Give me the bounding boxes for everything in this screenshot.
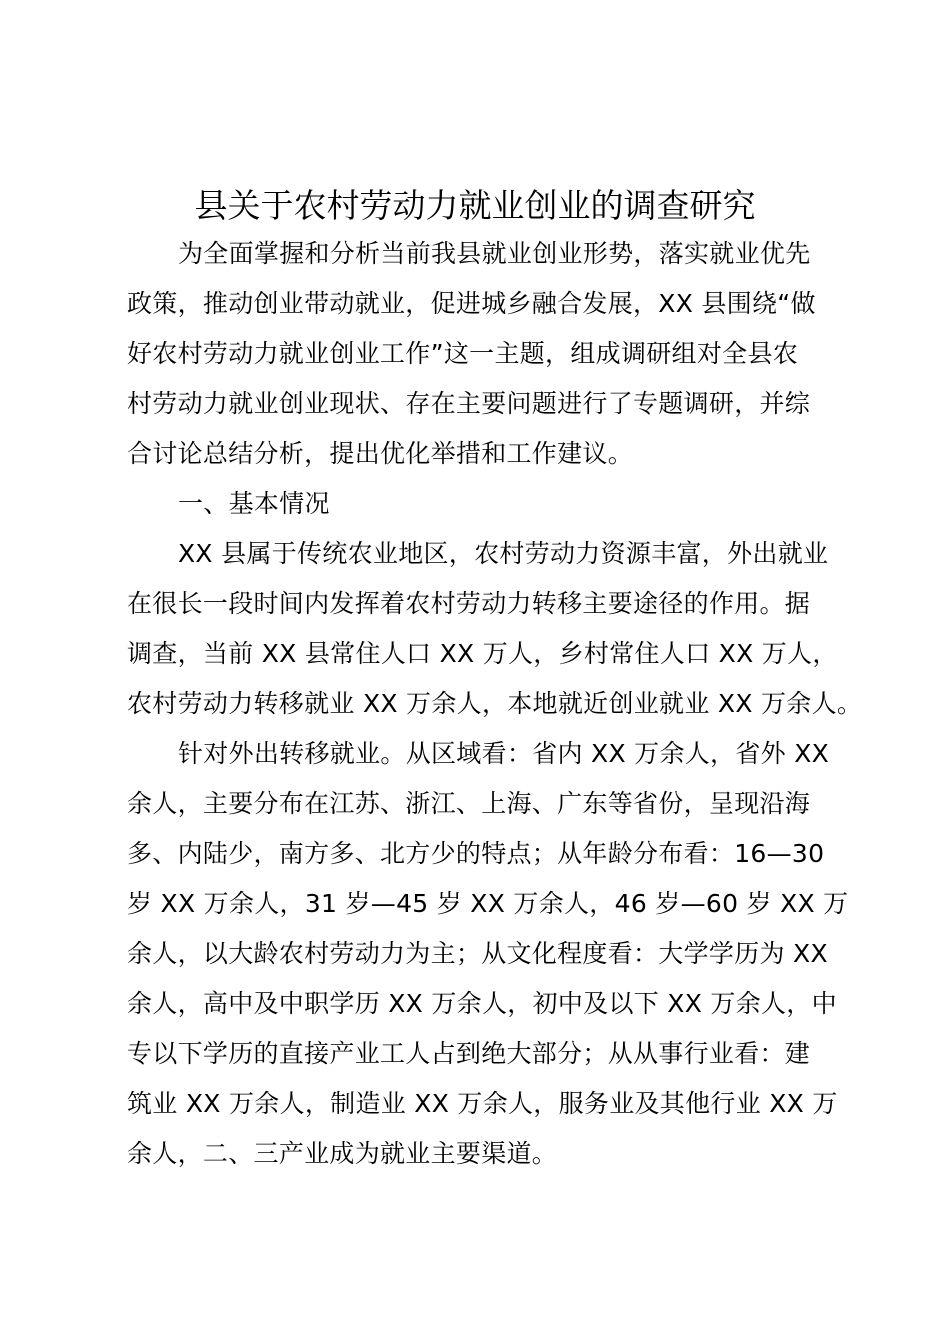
- paragraph-line: 在很长一段时间内发挥着农村劳动力转移主要途径的作用。据: [127, 589, 811, 618]
- paragraph-line: 为全面掌握和分析当前我县就业创业形势，落实就业优先: [178, 239, 811, 268]
- paragraph-line: 政策，推动创业带动就业，促进城乡融合发展，XX 县围绕“做: [127, 289, 816, 318]
- paragraph-line: 针对外出转移就业。从区域看：省内 XX 万余人，省外 XX: [178, 739, 830, 768]
- paragraph-line: 余人，主要分布在江苏、浙江、上海、广东等省份，呈现沿海: [127, 789, 811, 818]
- paragraph-line: 筑业 XX 万余人，制造业 XX 万余人，服务业及其他行业 XX 万: [127, 1089, 838, 1118]
- paragraph-line: 余人，以大龄农村劳动力为主；从文化程度看：大学学历为 XX: [127, 939, 828, 968]
- paragraph-line: 村劳动力就业创业现状、存在主要问题进行了专题调研，并综: [127, 389, 811, 418]
- document-title: 县关于农村劳动力就业创业的调查研究: [194, 186, 756, 225]
- paragraph-line: 调查，当前 XX 县常住人口 XX 万人，乡村常住人口 XX 万人，: [127, 639, 838, 668]
- paragraph-line: XX 县属于传统农业地区，农村劳动力资源丰富，外出就业: [178, 539, 829, 568]
- section-heading: 一、基本情况: [178, 489, 330, 518]
- paragraph-line: 好农村劳动力就业创业工作”这一主题，组成调研组对全县农: [127, 339, 799, 368]
- paragraph-line: 余人，高中及中职学历 XX 万余人，初中及以下 XX 万余人，中: [127, 989, 837, 1018]
- paragraph-line: 多、内陆少，南方多、北方少的特点；从年龄分布看：16—30: [127, 839, 825, 868]
- paragraph-line: 农村劳动力转移就业 XX 万余人，本地就近创业就业 XX 万余人。: [127, 689, 863, 718]
- paragraph-line: 合讨论总结分析，提出优化举措和工作建议。: [127, 439, 634, 468]
- paragraph-line: 专以下学历的直接产业工人占到绝大部分；从从事行业看：建: [127, 1039, 811, 1068]
- paragraph-line: 岁 XX 万余人，31 岁—45 岁 XX 万余人，46 岁—60 岁 XX 万: [127, 889, 849, 918]
- paragraph-line: 余人，二、三产业成为就业主要渠道。: [127, 1139, 558, 1168]
